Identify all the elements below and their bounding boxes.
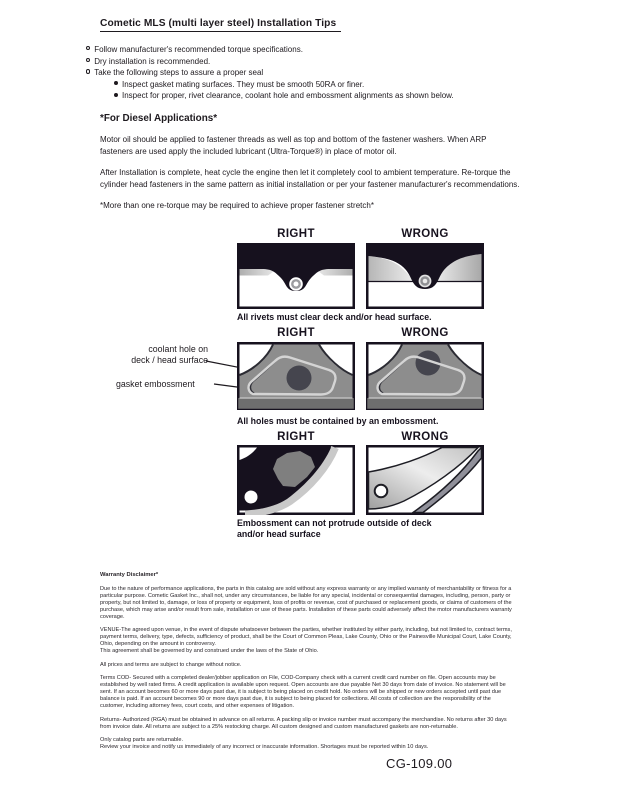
- warranty-heading: Warranty Disclaimer*: [100, 572, 159, 578]
- warranty-paragraph: All prices and terms are subject to change without notice.: [100, 661, 242, 668]
- fig1-caption: All rivets must clear deck and/or head surface.: [237, 312, 432, 322]
- list-item: [114, 79, 526, 91]
- filled-bullet-icon: [114, 93, 118, 97]
- fig2-right-diagram: [237, 342, 355, 410]
- tip-text: Follow manufacturer's recommended torque specifications.: [94, 45, 303, 54]
- tip-text: Dry installation is recommended.: [94, 56, 211, 66]
- list-item: [86, 67, 526, 79]
- list-item: [86, 44, 526, 56]
- fig2-caption: All holes must be contained by an embossment.: [237, 416, 439, 426]
- retorque-note: *More than one re-torque may be required to achieve proper fastener stretch*: [100, 201, 374, 210]
- fig3-wrong-label: WRONG: [401, 431, 449, 443]
- diesel-paragraph: After Installation is complete, heat cycle the engine then let it completely cool to ambient temperature. Re-torque the cylinder head fasteners in the same pattern as initial installation or per your fastener manufacturer's recommendations.: [100, 168, 520, 189]
- diesel-heading: *For Diesel Applications*: [100, 113, 218, 124]
- diesel-paragraph: Motor oil should be applied to fastener threads as well as top and bottom of the fastener washers. When ARP fasteners are used apply the included lubricant (Ultra-Torque®) in place of motor oil.: [100, 135, 487, 156]
- installation-tips-list: [86, 44, 526, 102]
- warranty-paragraph: Only catalog parts are returnable.: [100, 737, 184, 743]
- warranty-paragraph: VENUE-The agreed upon venue, in the event of dispute whatsoever between the parties, whether instituted by either party, including, but not limited to, contract terms, payment terms, delivery, type, defects, sufficiency of product, shall be the Court of Common Pleas, Lake County, Ohio or the Painesville Municipal Court, Lake County, Ohio, depending on the amount in controversy.: [100, 627, 512, 647]
- warranty-paragraph: Terms COD- Secured with a completed dealer/jobber application on File, COD-Company check with a current credit card number on file. Open accounts may be established by well rated firms. A credit application is available upon request. Open accounts are due payable Net 30 days from date of invoice. No statement will be sent. If an account becomes 60 or more days past due, it is subject to being placed on credit hold. No orders will be shipped or new orders accepted until past due balance is paid. If an account becomes 90 or more days past due, it is subject to being placed for collections. All costs of collection are the responsibility of the customer, including attorney fees, court costs, and other expenses of litigation.: [100, 675, 506, 709]
- tip-text: Take the following steps to assure a proper seal: [94, 68, 264, 78]
- fig1-wrong-diagram: [366, 243, 484, 309]
- tip-text: Inspect for proper, rivet clearance, coolant hole and embossment alignments as shown below.: [122, 91, 454, 101]
- warranty-paragraph: This agreement shall be governed by and construed under the laws of the State of Ohio.: [100, 648, 319, 654]
- fig3-wrong-diagram: [366, 445, 484, 515]
- open-bullet-icon: [86, 58, 90, 62]
- warranty-paragraph: Due to the nature of performance applications, the parts in this catalog are sold without any express warranty or any implied warranty of merchantability or fitness for a particular purpose. Cometic Gasket Inc., shall not, under any circumstances, be liable for any special, incidental or consequential damages, including, person, party or property, but not limited to, damage, or loss of property or equipment, loss of profits or revenue, cost of purchased or replacement goods, or claims of customers of the purchase, which may arise and/or result from sale, installation or use of these parts. Installation of these parts could adversely affect the motor manufacturers warranty coverage.: [100, 585, 512, 620]
- fig1-right-label: RIGHT: [277, 228, 315, 240]
- fig2-right-label: RIGHT: [277, 327, 315, 339]
- gasket-embossment-annotation: gasket embossment: [116, 379, 195, 389]
- list-item: [86, 56, 526, 68]
- filled-bullet-icon: [114, 81, 118, 85]
- diesel-section: [100, 113, 520, 212]
- caption-line: and/or head surface: [237, 529, 321, 539]
- caption-line: Embossment can not protrude outside of deck: [237, 518, 432, 528]
- open-bullet-icon: [86, 69, 90, 73]
- tip-text: Inspect gasket mating surfaces. They must be smooth 50RA or finer.: [122, 79, 365, 89]
- fig2-wrong-label: WRONG: [401, 327, 449, 339]
- coolant-hole-annotation: [106, 344, 208, 366]
- fig2-wrong-diagram: [366, 342, 484, 410]
- fig3-right-diagram: [237, 445, 355, 515]
- annotation-text: deck / head surface: [131, 355, 208, 365]
- fig1-right-diagram: [237, 243, 355, 309]
- warranty-disclaimer: [100, 572, 514, 751]
- warranty-paragraph: Returns- Authorized (RGA) must be obtained in advance on all returns. A packing slip or invoice number must accompany the merchandise. No returns after 30 days from invoice date. All returns are subject to a 25% restocking charge. All custom designed and custom manufactured gaskets are non-returnable.: [100, 716, 507, 730]
- page-code: CG-109.00: [386, 756, 453, 771]
- open-bullet-icon: [86, 46, 90, 50]
- page-title: Cometic MLS (multi layer steel) Installation Tips: [100, 18, 341, 32]
- fig3-caption: [237, 518, 487, 540]
- fig1-wrong-label: WRONG: [401, 228, 449, 240]
- list-item: [114, 90, 526, 102]
- warranty-paragraph: Review your invoice and notify us immediately of any incorrect or inaccurate information. Shortages must be reported within 10 days.: [100, 744, 429, 750]
- fig3-right-label: RIGHT: [277, 431, 315, 443]
- annotation-text: coolant hole on: [148, 344, 208, 354]
